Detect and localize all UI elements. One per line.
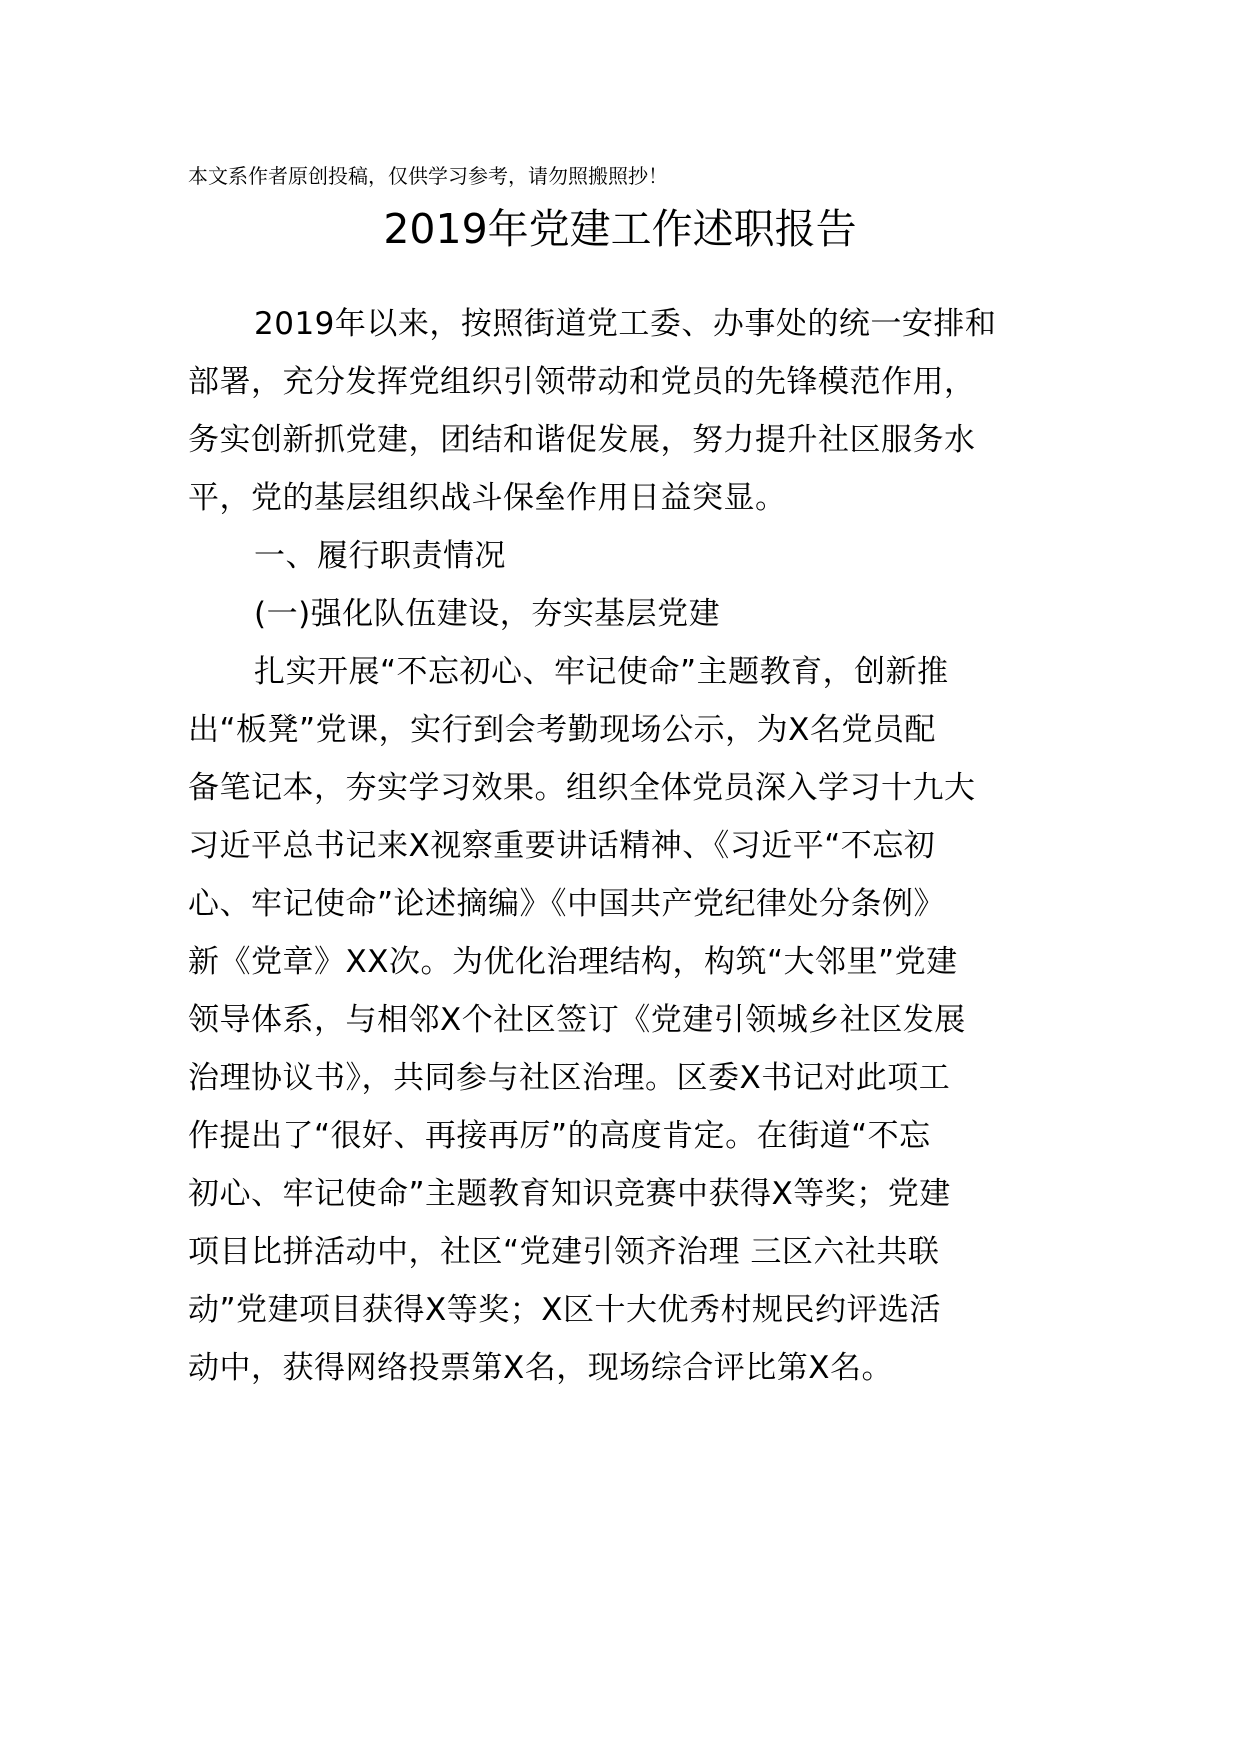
paragraph-body-line-11: 项目比拼活动中，社区“党建引领齐治理 三区六社共联 bbox=[188, 1234, 940, 1270]
paragraph-body-line-1: 扎实开展“不忘初心、牢记使命”主题教育，创新推 bbox=[254, 654, 949, 690]
paragraph-body-line-7: 领导体系，与相邻X个社区签订《党建引领城乡社区发展 bbox=[188, 1002, 966, 1038]
paragraph-intro-line-2: 部署，充分发挥党组织引领带动和党员的先锋模范作用， bbox=[188, 364, 976, 400]
copyright-notice: 本文系作者原创投稿，仅供学习参考，请勿照搬照抄！ bbox=[188, 164, 668, 188]
paragraph-intro-line-4: 平，党的基层组织战斗保垒作用日益突显。 bbox=[188, 480, 787, 516]
document-title: 2019年党建工作述职报告 bbox=[383, 205, 857, 253]
paragraph-body-line-4: 习近平总书记来X视察重要讲话精神、《习近平“不忘初 bbox=[188, 828, 936, 864]
paragraph-body-line-2: 出“板凳”党课，实行到会考勤现场公示，为X名党员配 bbox=[188, 712, 936, 748]
paragraph-body-line-6: 新《党章》XX次。为优化治理结构，构筑“大邻里”党建 bbox=[188, 944, 958, 980]
paragraph-body-line-13: 动中，获得网络投票第X名，现场综合评比第X名。 bbox=[188, 1350, 893, 1386]
paragraph-body-line-5: 心、牢记使命”论述摘编》《中国共产党纪律处分条例》 bbox=[188, 886, 946, 922]
paragraph-body-line-9: 作提出了“很好、再接再厉”的高度肯定。在街道“不忘 bbox=[188, 1118, 931, 1154]
subsection-heading-1: (一)强化队伍建设，夯实基层党建 bbox=[254, 596, 721, 632]
paragraph-intro-line-3: 务实创新抓党建，团结和谐促发展，努力提升社区服务水 bbox=[188, 422, 976, 458]
paragraph-body-line-3: 备笔记本，夯实学习效果。组织全体党员深入学习十九大 bbox=[188, 770, 976, 806]
paragraph-body-line-10: 初心、牢记使命”主题教育知识竞赛中获得X等奖；党建 bbox=[188, 1176, 951, 1212]
paragraph-body-line-12: 动”党建项目获得X等奖；X区十大优秀村规民约评选活 bbox=[188, 1292, 942, 1328]
paragraph-body-line-8: 治理协议书》，共同参与社区治理。区委X书记对此项工 bbox=[188, 1060, 951, 1096]
section-heading-1: 一、履行职责情况 bbox=[254, 538, 506, 574]
paragraph-intro-line-1: 2019年以来，按照街道党工委、办事处的统一安排和 bbox=[254, 306, 997, 342]
